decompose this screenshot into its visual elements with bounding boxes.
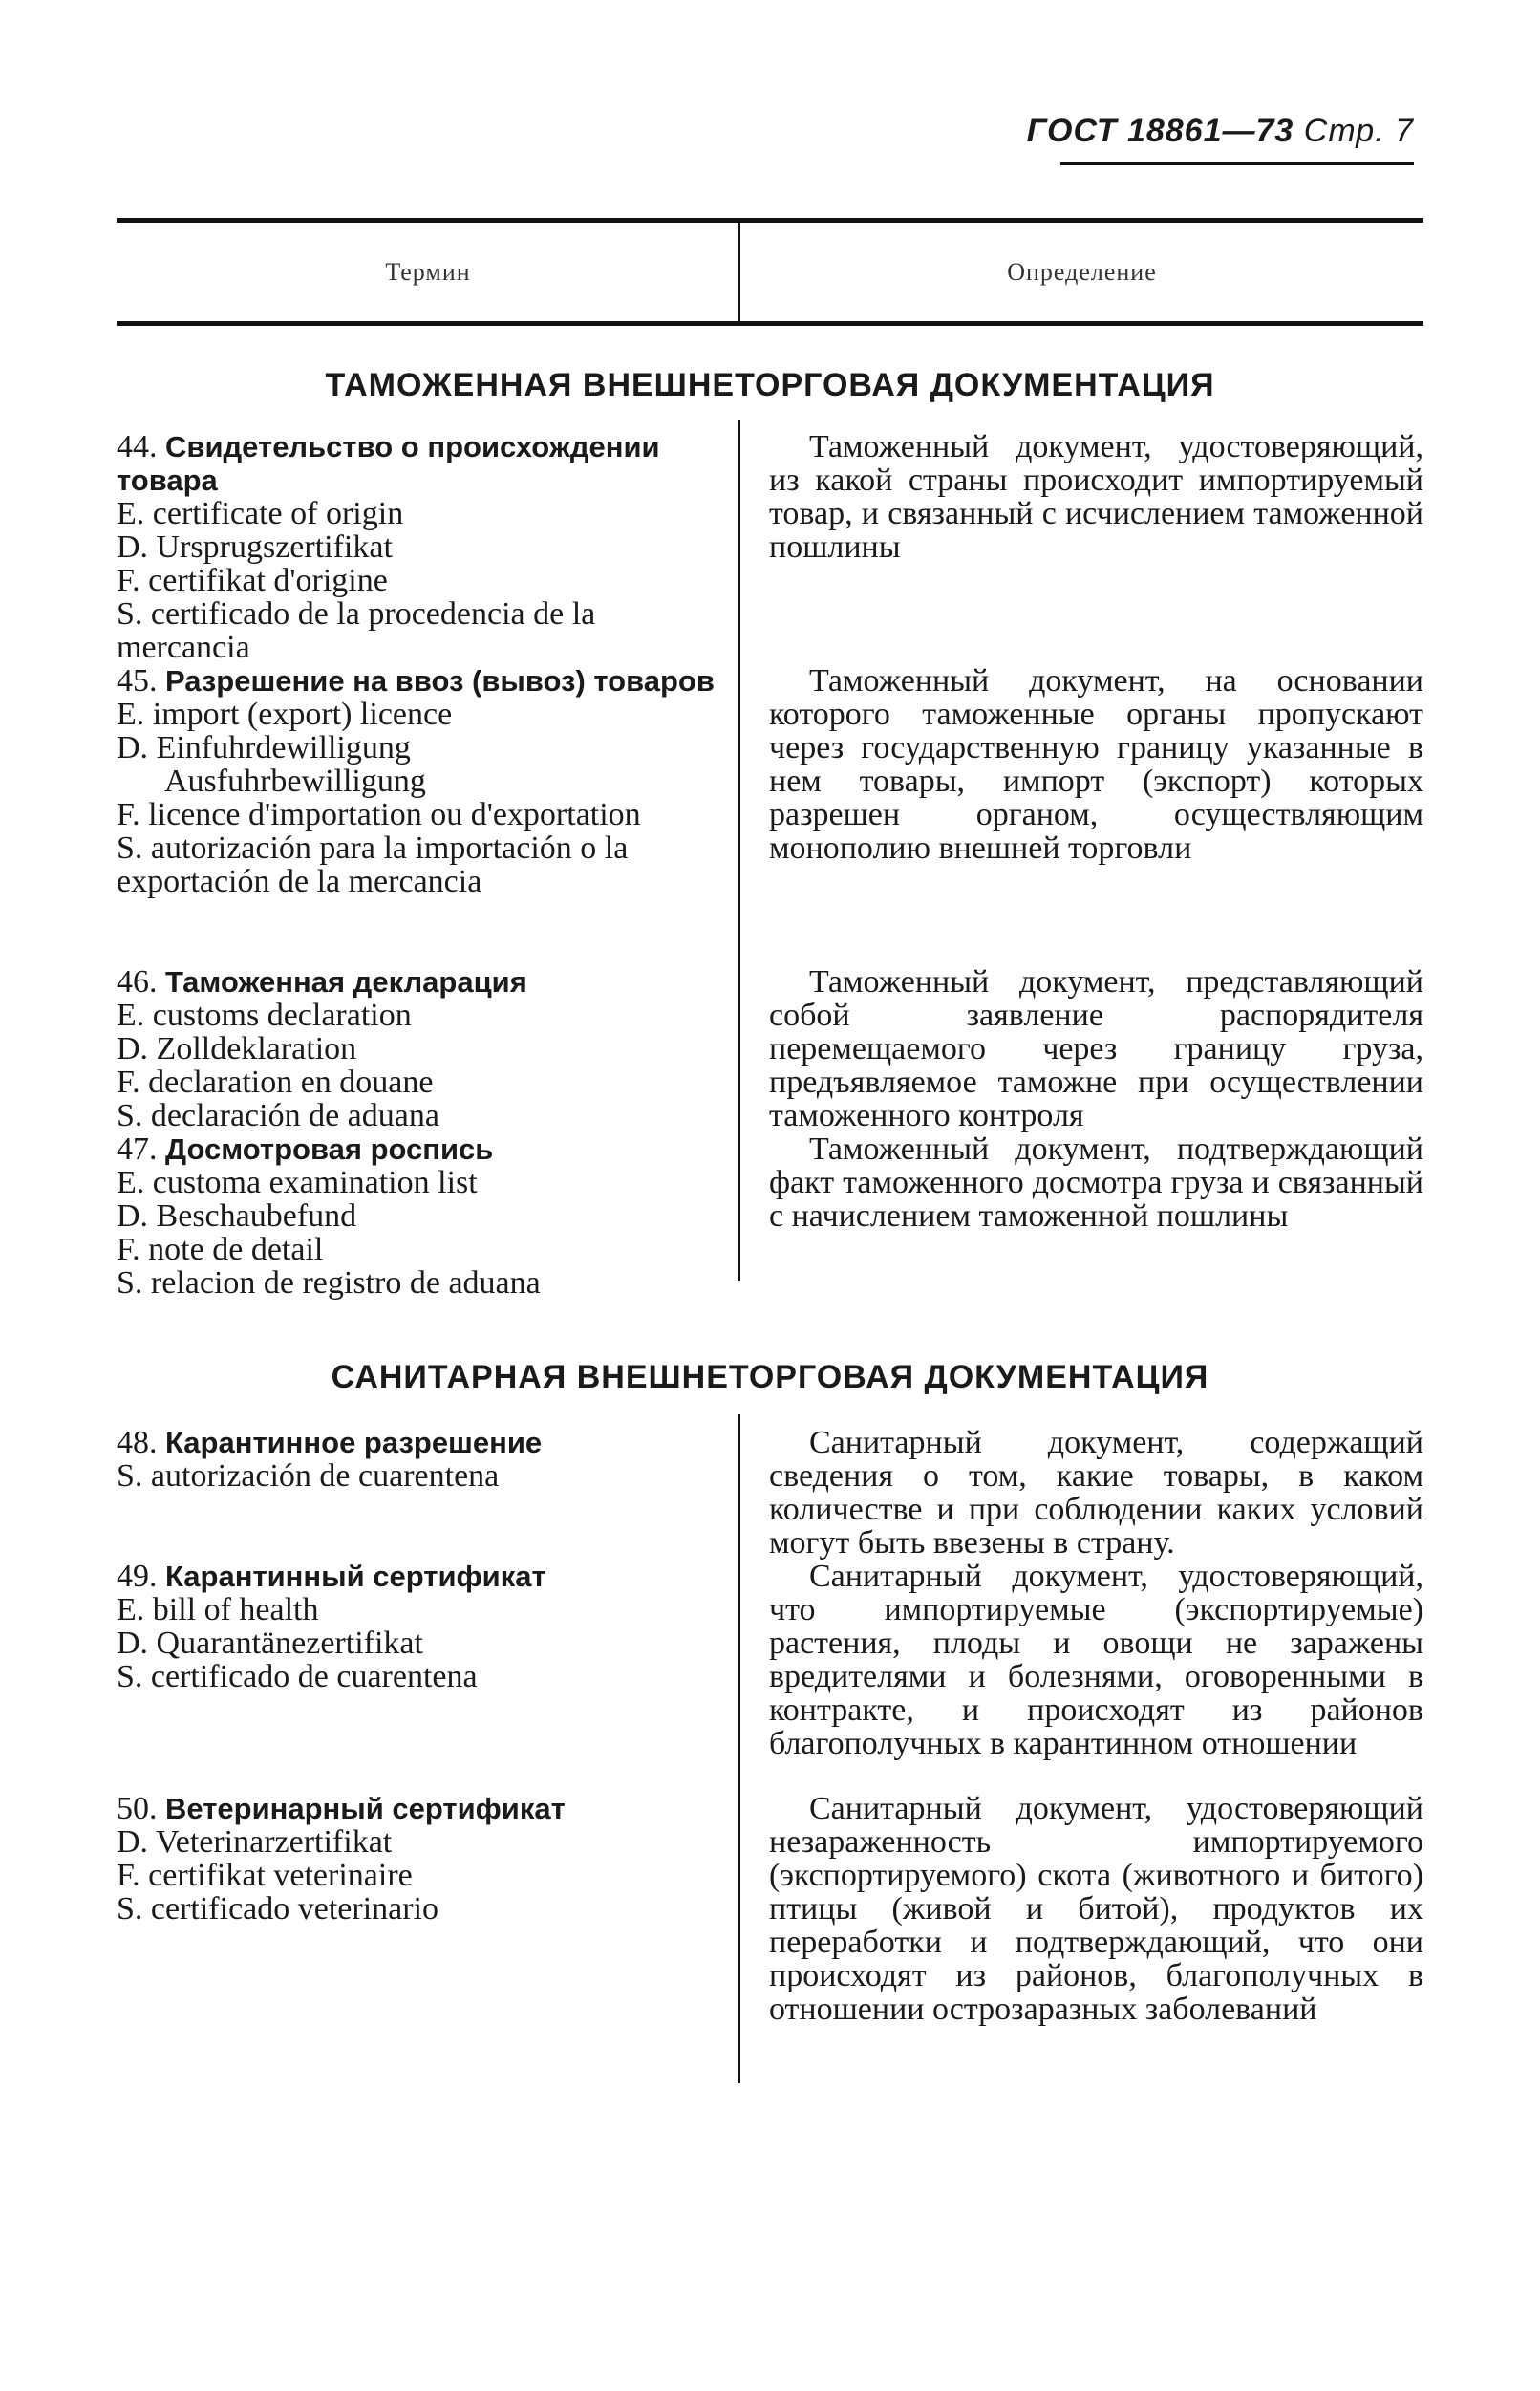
translation-es: S. autorización de cuarentena — [117, 1458, 500, 1494]
translation-en: E. import (export) licence — [117, 697, 453, 732]
term-entry-44 — [117, 430, 717, 664]
table-head-top-rule — [117, 218, 1423, 223]
definition-text: Санитарный документ, удостоверяющий незараженность импортируемого (экспортируемого) скота (животного и битого) птицы (живой и битой), продуктов их переработки и подтверждающий, что они происходят из районов, благополучных в отношении острозаразных заболеваний — [769, 1791, 1423, 2027]
standard-number: ГОСТ 18861—73 — [1026, 113, 1294, 149]
definition-45 — [769, 664, 1423, 865]
term-title: Ветеринарный сертификат — [165, 1792, 566, 1825]
translation-fr: F. certifikat d'origine — [117, 563, 388, 598]
entry-number: 49. — [117, 1559, 158, 1594]
translation-es: S. relacion de registro de aduana — [117, 1265, 541, 1301]
translation-de-2: Ausfuhrbewilligung — [164, 764, 426, 799]
term-title: Карантинный сертификат — [165, 1560, 546, 1593]
translation-en: E. bill of health — [117, 1592, 319, 1627]
entry-number: 48. — [117, 1425, 158, 1460]
definition-49 — [769, 1560, 1423, 1760]
translation-es: S. declaración de aduana — [117, 1098, 439, 1133]
definition-text: Таможенный документ, представляющий собой заявление распорядителя перемещаемого через границу груза, предъявляемое таможне при осуществлении таможенного контроля — [769, 964, 1423, 1133]
definition-text: Таможенный документ, подтверждающий факт таможенного досмотра груза и связанный с начислением таможенной пошлины — [769, 1131, 1423, 1234]
translation-de: D. Quarantänezertifikat — [117, 1626, 423, 1661]
header-underline — [1060, 162, 1414, 165]
definition-47 — [769, 1132, 1423, 1233]
entry-number: 45. — [117, 663, 158, 699]
translation-en: E. customs declaration — [117, 998, 412, 1033]
column-divider-sanitary — [738, 1414, 740, 2083]
term-entry-47 — [117, 1132, 717, 1300]
term-entry-48 — [117, 1426, 717, 1493]
definition-text: Таможенный документ, удостоверяющий, из какой страны происходит импортируемый товар, и связанный с исчислением таможенной пошлины — [769, 429, 1423, 565]
term-title: Свидетельство о происхождении товара — [117, 430, 660, 497]
section-title-sanitary: САНИТАРНАЯ ВНЕШНЕТОРГОВАЯ ДОКУМЕНТАЦИЯ — [331, 1359, 1209, 1395]
translation-fr: F. declaration en douane — [117, 1065, 434, 1100]
translation-es: S. autorización para la importación o la exportación de la mercancia — [117, 830, 629, 899]
entry-number: 46. — [117, 964, 158, 1000]
translation-es: S. certificado de la procedencia de la mercancia — [117, 596, 596, 665]
term-title: Разрешение на ввоз (вывоз) товаров — [165, 664, 715, 698]
definition-text: Санитарный документ, содержащий сведения о том, какие товары, в каком количестве и при соблюдении каких условий могут быть ввезены в страну. — [769, 1425, 1423, 1561]
translation-fr: F. note de detail — [117, 1232, 324, 1267]
term-entry-50 — [117, 1792, 717, 1926]
term-entry-46 — [117, 965, 717, 1132]
translation-es: S. certificado veterinario — [117, 1891, 439, 1927]
entry-number: 44. — [117, 429, 158, 464]
definition-text: Санитарный документ, удостоверяющий, что импортируемые (экспортируемые) растения, плоды и овощи не заражены вредителями и болезнями, оговоренными в контракте, и происходят из районов благополучных в карантинном отношении — [769, 1559, 1423, 1761]
column-head-definitions: Определение — [1007, 258, 1157, 286]
translation-es: S. certificado de cuarentena — [117, 1659, 478, 1694]
term-title: Досмотровая роспись — [165, 1132, 494, 1166]
term-entry-49 — [117, 1560, 717, 1693]
definition-48 — [769, 1426, 1423, 1560]
definition-46 — [769, 965, 1423, 1132]
term-title: Таможенная декларация — [165, 965, 527, 999]
definition-50 — [769, 1792, 1423, 2026]
table-head-bottom-rule — [117, 321, 1423, 326]
translation-en: E. certificate of origin — [117, 496, 404, 531]
section-title-customs: ТАМОЖЕННАЯ ВНЕШНЕТОРГОВАЯ ДОКУМЕНТАЦИЯ — [325, 367, 1215, 403]
translation-en: E. customa examination list — [117, 1165, 478, 1200]
translation-de: D. Veterinarzertifikat — [117, 1824, 393, 1860]
page-label: Стр. 7 — [1303, 113, 1414, 149]
column-divider-customs — [738, 420, 740, 1281]
running-header — [994, 113, 1414, 170]
translation-fr: F. licence d'importation ou d'exportation — [117, 797, 641, 832]
entry-number: 47. — [117, 1131, 158, 1167]
translation-de: D. Ursprugszertifikat — [117, 529, 393, 565]
column-head-terms: Термин — [385, 258, 471, 286]
translation-de: D. Zolldeklaration — [117, 1031, 357, 1066]
term-title: Карантинное разрешение — [165, 1426, 543, 1459]
translation-fr: F. certifikat veterinaire — [117, 1858, 413, 1893]
entry-number: 50. — [117, 1791, 158, 1826]
term-entry-45 — [117, 664, 717, 898]
definition-44 — [769, 430, 1423, 564]
translation-de: D. Beschaubefund — [117, 1198, 357, 1234]
definition-text: Таможенный документ, на основании которого таможенные органы пропускают через государственную границу указанные в нем товары, импорт (экспорт) которых разрешен органом, осуществляющим монополию внешней торговли — [769, 663, 1423, 866]
translation-de: D. Einfuhrdewilligung — [117, 730, 411, 765]
